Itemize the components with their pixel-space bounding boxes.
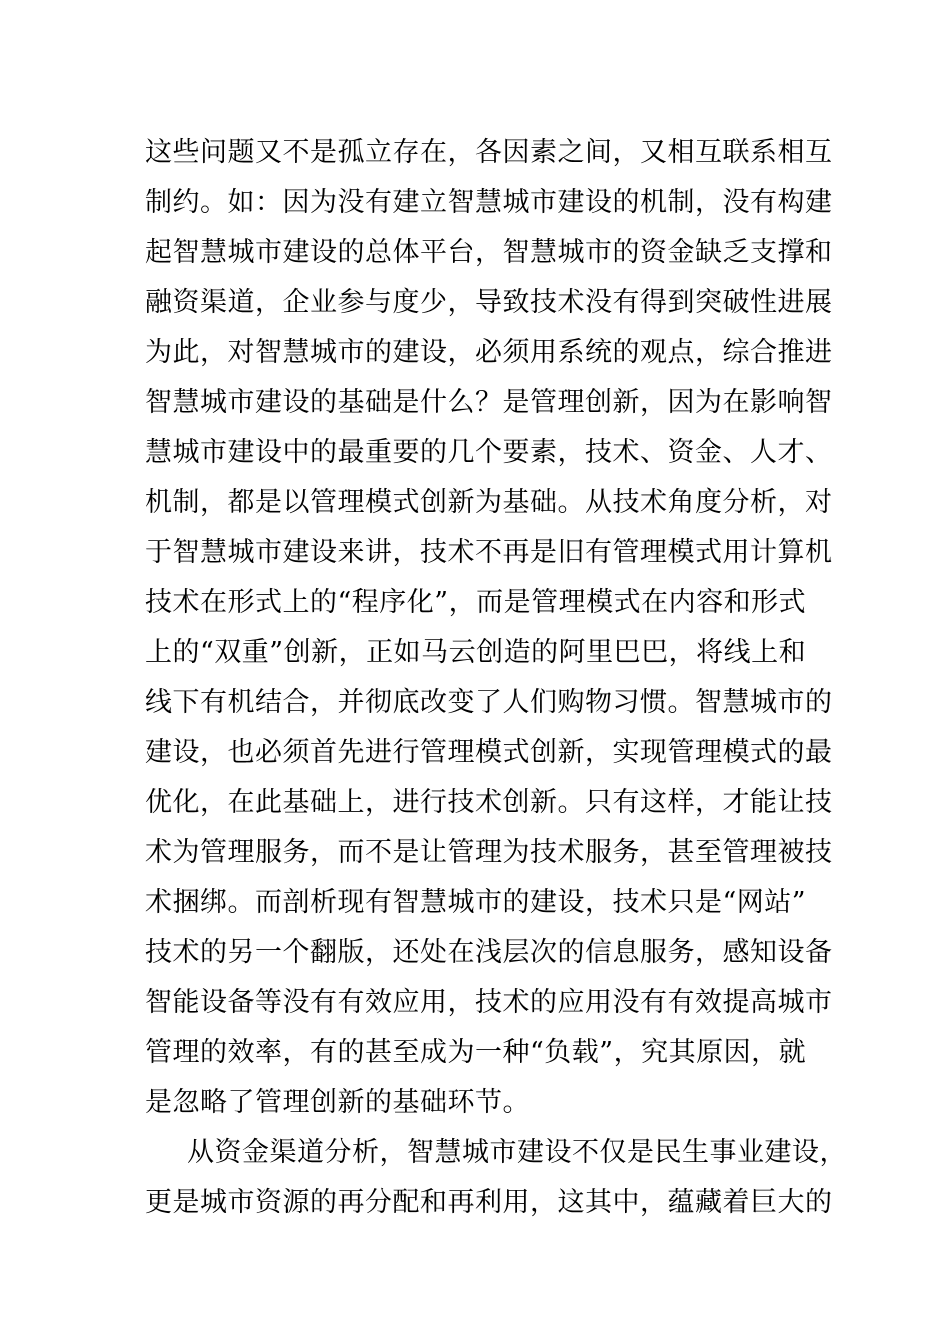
text-line: 术捆绑。而剖析现有智慧城市的建设，技术只是“网站” bbox=[145, 887, 807, 918]
paragraph-first-line: 从资金渠道分析，智慧城市建设不仅是民生事业建设， bbox=[187, 1137, 847, 1168]
text-line: 优化，在此基础上，进行技术创新。只有这样，才能让技 bbox=[145, 787, 833, 818]
text-line: 建设，也必须首先进行管理模式创新，实现管理模式的最 bbox=[145, 737, 833, 768]
text-line: 起智慧城市建设的总体平台，智慧城市的资金缺乏支撑和 bbox=[145, 237, 833, 268]
text-line: 是忽略了管理创新的基础环节。 bbox=[145, 1087, 530, 1118]
text-line: 为此，对智慧城市的建设，必须用系统的观点，综合推进 bbox=[145, 337, 833, 368]
text-line: 术为管理服务，而不是让管理为技术服务，甚至管理被技 bbox=[145, 837, 833, 868]
text-line: 技术在形式上的“程序化”，而是管理模式在内容和形式 bbox=[145, 587, 807, 618]
text-line: 制约。如：因为没有建立智慧城市建设的机制，没有构建 bbox=[145, 187, 833, 218]
document-body bbox=[145, 128, 847, 1228]
text-line: 上的“双重”创新，正如马云创造的阿里巴巴，将线上和 bbox=[145, 637, 807, 668]
text-line: 智能设备等没有有效应用，技术的应用没有有效提高城市 bbox=[145, 987, 833, 1018]
text-line: 智慧城市建设的基础是什么？是管理创新，因为在影响智 bbox=[145, 387, 833, 418]
text-line: 技术的另一个翻版，还处在浅层次的信息服务，感知设备 bbox=[145, 937, 833, 968]
text-line: 融资渠道，企业参与度少，导致技术没有得到突破性进展 bbox=[145, 287, 833, 318]
text-line: 机制，都是以管理模式创新为基础。从技术角度分析，对 bbox=[145, 487, 833, 518]
text-line: 线下有机结合，并彻底改变了人们购物习惯。智慧城市的 bbox=[145, 687, 833, 718]
text-line: 管理的效率，有的甚至成为一种“负载”，究其原因，就 bbox=[145, 1037, 807, 1068]
text-line: 更是城市资源的再分配和再利用，这其中，蕴藏着巨大的 bbox=[145, 1187, 833, 1218]
text-line: 这些问题又不是孤立存在，各因素之间，又相互联系相互 bbox=[145, 137, 833, 168]
text-line: 慧城市建设中的最重要的几个要素，技术、资金、人才、 bbox=[145, 437, 833, 468]
text-line: 于智慧城市建设来讲，技术不再是旧有管理模式用计算机 bbox=[145, 537, 833, 568]
